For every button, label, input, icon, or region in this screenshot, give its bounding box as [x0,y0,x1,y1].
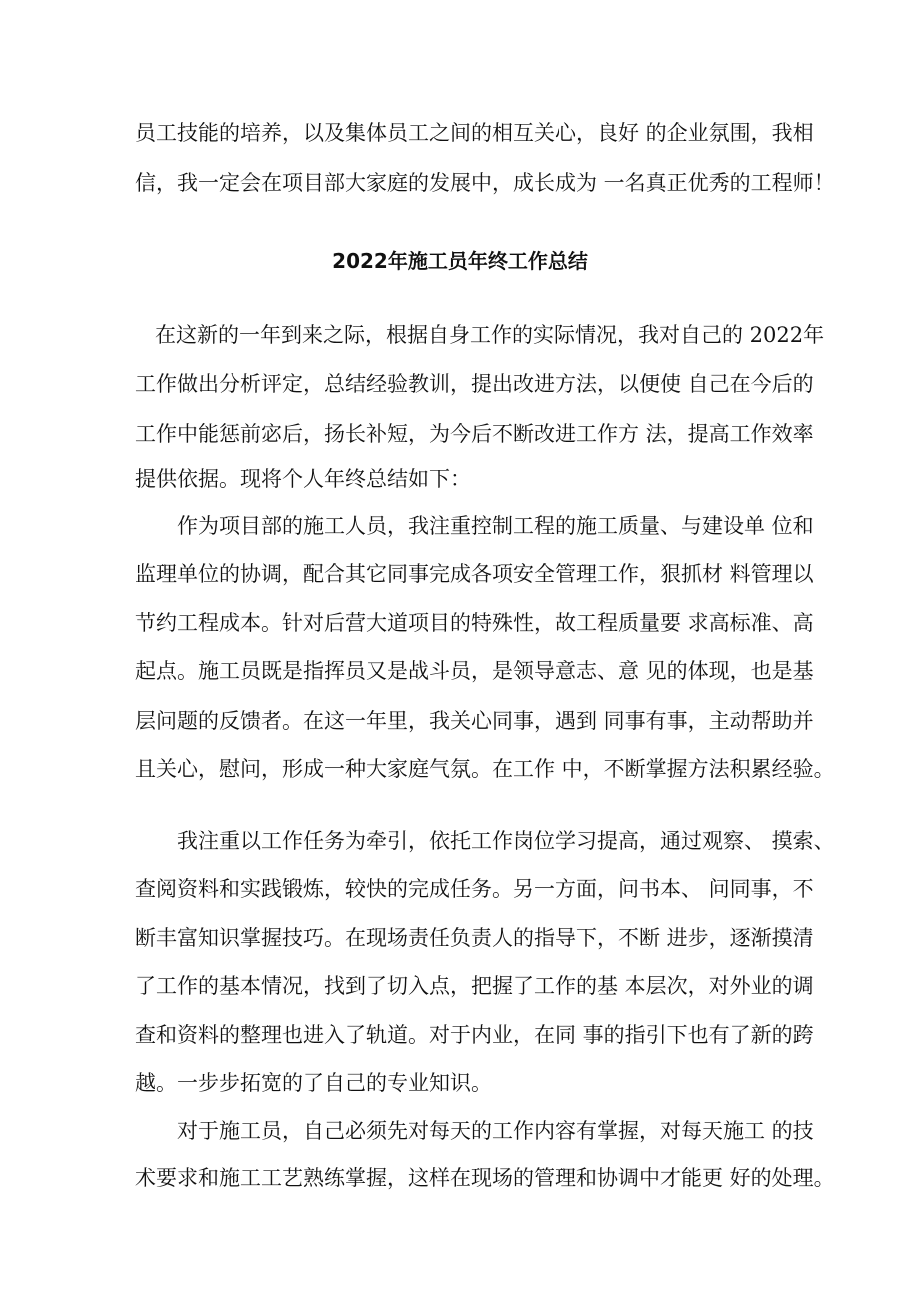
paragraph3-line-1: 我注重以工作任务为牵引，依托工作岗位学习提高，通过观察、 摸索、 [177,829,835,853]
paragraph1-line-2: 工作做出分析评定，总结经验教训，提出改进方法，以便使 自己在今后的 [135,372,814,396]
document-title: 2022年施工员年终工作总结 [332,249,588,273]
intro-line-2: 信，我一定会在项目部大家庭的发展中，成长成为 一名真正优秀的工程师！ [135,171,835,195]
intro-line-1: 员工技能的培养，以及集体员工之间的相互关心，良好 的企业氛围，我相 [135,121,814,145]
paragraph2-line-3: 节约工程成本。针对后营大道项目的特殊性，故工程质量要 求高标准、高 [135,611,814,635]
paragraph2-line-2: 监理单位的协调，配合其它同事完成各项安全管理工作，狠抓材 料管理以 [135,562,814,586]
paragraph1-line-3: 工作中能惩前宓后，扬长补短，为今后不断改进工作方 法，提高工作效率 [135,422,814,446]
paragraph3-line-2: 查阅资料和实践锻炼，较快的完成任务。另一方面，问书本、 问同事，不 [135,877,814,901]
paragraph1-line-1: 在这新的一年到来之际，根据自身工作的实际情况，我对自己的 2022年 [155,323,825,347]
paragraph2-line-1: 作为项目部的施工人员，我注重控制工程的施工质量、与建设单 位和 [177,514,814,538]
paragraph1-line-4: 提供依据。现将个人年终总结如下： [135,467,471,491]
paragraph2-line-6: 且关心，慰问，形成一种大家庭气氛。在工作 中，不断掌握方法积累经验。 [135,757,835,781]
paragraph3-line-5: 查和资料的整理也进入了轨道。对于内业，在同 事的指引下也有了新的跨 [135,1023,814,1047]
paragraph4-line-1: 对于施工员，自己必须先对每天的工作内容有掌握，对每天施工 的技 [177,1119,814,1143]
paragraph2-line-5: 层问题的反馈者。在这一年里，我关心同事，遇到 同事有事，主动帮助并 [135,709,814,733]
paragraph3-line-6: 越。一步步拓宽的了自己的专业知识。 [135,1071,492,1095]
paragraph4-line-2: 术要求和施工工艺熟练掌握，这样在现场的管理和协调中才能更 好的处理。 [135,1166,835,1190]
paragraph2-line-4: 起点。施工员既是指挥员又是战斗员，是领导意志、意 见的体现，也是基 [135,659,814,683]
paragraph3-line-4: 了工作的基本情况，找到了切入点，把握了工作的基 本层次，对外业的调 [135,974,814,998]
paragraph3-line-3: 断丰富知识掌握技巧。在现场责任负责人的指导下，不断 进步，逐渐摸清 [135,926,814,950]
